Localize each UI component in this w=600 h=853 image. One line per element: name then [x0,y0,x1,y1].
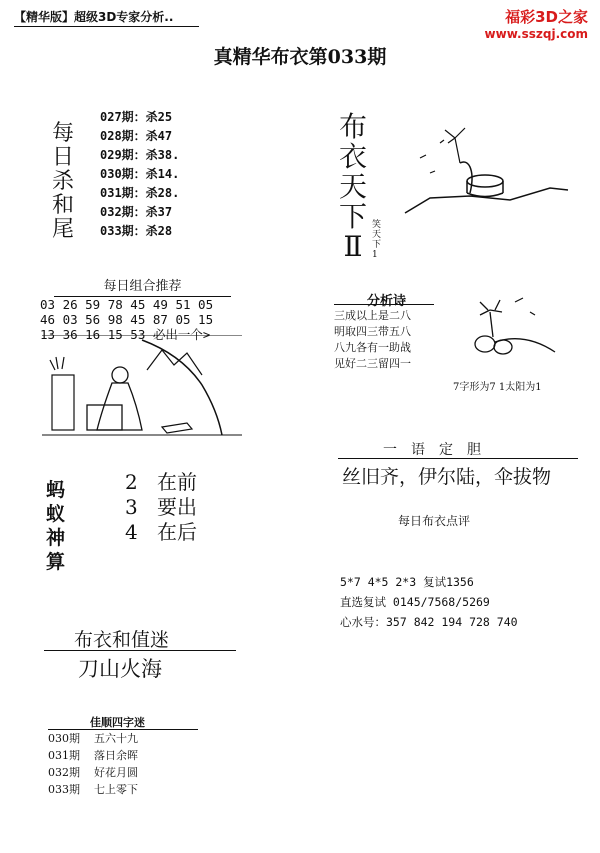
buyi-small-note: 笑天下1 [372,220,382,260]
buyi-tianxia-char: 下 [338,200,367,233]
ant-god-char: 蚂 [46,479,66,501]
ant-god-line [125,495,197,520]
four-char-item [48,764,138,781]
four-char-period: 031期 [48,749,80,762]
four-char-text: 落日余晖 [94,749,138,762]
daily-combo-row: 13 36 16 15 53 必出一个> [40,327,211,342]
four-char-period: 033期 [48,783,80,796]
plant-caption: 7字形为7 1太阳为1 [453,382,542,393]
header-underline [14,26,199,27]
analysis-poem-title: 分析诗 [367,294,407,309]
kill-tail-char: 尾 [51,217,74,242]
four-char-title: 佳顺四字迷 [90,716,145,729]
kill-tail-item: 029期：杀38. [100,148,180,162]
buyi-riddle-text: 刀山火海 [78,657,162,681]
four-char-item [48,781,138,798]
kill-tail-item: 028期：杀47 [100,129,173,143]
kill-tail-char: 日 [51,145,74,170]
ant-god-text: 在前 [157,470,197,494]
daily-combo-row: 46 03 56 98 45 87 05 15 [40,312,214,327]
yiyu-rule [338,458,578,459]
scholar-sketch [42,335,242,445]
ant-god-lines [125,470,197,545]
daily-combo-title: 每日组合推荐 [54,275,231,297]
buyi-tianxia-char: 布 [338,110,367,143]
kill-tail-item: 030期：杀14. [100,167,180,181]
analysis-poem [334,308,434,372]
poem-line: 明取四三带五八 [334,325,411,338]
ant-god-char: 蚁 [46,503,66,525]
four-char-list [48,730,138,798]
ant-god-text: 在后 [157,520,197,544]
kill-tail-char: 每 [51,121,74,146]
buyi-riddle-title: 布衣和值迷 [74,629,170,651]
poem-line: 见好二三留四一 [334,357,411,370]
kill-tail-list [100,108,179,241]
ant-god-char: 算 [46,551,66,573]
kill-tail-char: 杀 [51,169,74,194]
kill-tail-item: 027期：杀25 [100,110,173,124]
brand-block [485,6,588,41]
plant-sketch [455,292,565,372]
header-left-text: 【精华版】超级3D专家分析.. [14,10,174,24]
landscape-sketch-top [400,118,570,218]
ant-god-label [46,478,70,574]
ant-god-text: 要出 [157,495,197,519]
buyi-tianxia-char: Ⅱ [343,230,363,263]
review-line: 心水号：357 842 194 728 740 [340,615,518,629]
four-char-text: 七上零下 [94,783,138,796]
yiyu-title: 一语定胆 [383,442,495,458]
ant-god-num: 4 [125,520,138,544]
four-char-period: 030期 [48,732,80,745]
buyi-tianxia-char: 衣 [338,140,367,173]
page-title: 真精华布衣第033期 [213,46,387,68]
ant-god-char: 神 [46,527,66,549]
kill-tail-item: 033期：杀28 [100,224,173,238]
ant-god-num: 3 [125,495,138,519]
poem-line: 三成以上是二八 [334,309,411,322]
brand-url: www.sszqj.com [484,27,588,41]
review-line: 5*7 4*5 2*3 复试1356 [340,575,474,589]
ant-god-num: 2 [125,470,138,494]
buyi-tianxia-title [336,112,370,262]
four-char-item [48,730,138,747]
daily-review-lines [340,572,518,632]
buyi-tianxia-char: 天 [338,170,367,203]
daily-combo-row: 03 26 59 78 45 49 51 05 [40,297,214,312]
brand-name: 福彩3D之家 [505,8,588,26]
poem-line: 八九各有一助战 [334,341,411,354]
kill-tail-char: 和 [51,193,74,218]
four-char-text: 好花月圆 [94,766,138,779]
daily-combo [40,275,245,342]
ant-god-line [125,520,197,545]
kill-tail-item: 032期：杀37 [100,205,173,219]
daily-review-title: 每日布衣点评 [398,514,471,528]
buyi-riddle-rule [44,650,236,651]
four-char-text: 五六十九 [94,732,138,745]
yiyu-text: 丝旧齐，伊尔陆，伞拔物 [342,466,552,488]
four-char-period: 032期 [48,766,80,779]
review-line: 直选复试 0145/7568/5269 [340,595,490,609]
four-char-item [48,747,138,764]
kill-tail-item: 031期：杀28. [100,186,180,200]
ant-god-line [125,470,197,495]
kill-tail-label [50,122,76,242]
